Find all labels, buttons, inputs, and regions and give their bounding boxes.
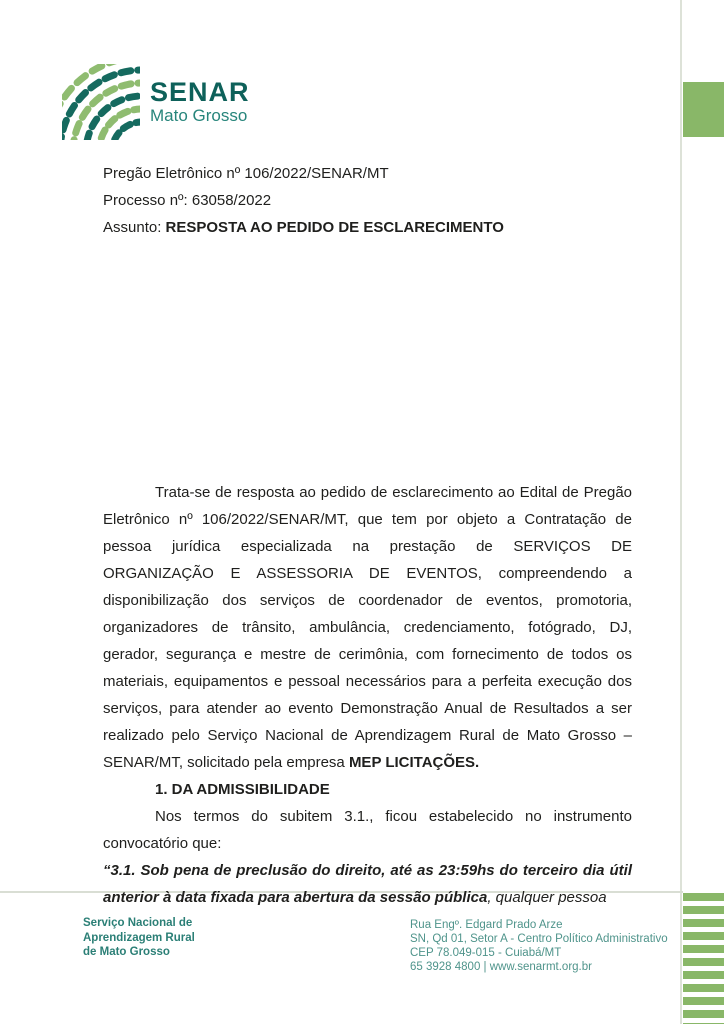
quote-paragraph bbox=[103, 857, 632, 911]
pregao-reference-line: Pregão Eletrônico nº 106/2022/SENAR/MT bbox=[103, 165, 389, 182]
document-body bbox=[103, 479, 632, 911]
logo-text bbox=[150, 78, 250, 126]
top-right-green-block bbox=[683, 82, 724, 137]
footer-address-sector: SN, Qd 01, Setor A - Centro Político Administrativo bbox=[410, 933, 668, 945]
footer-org-line: de Mato Grosso bbox=[83, 946, 170, 958]
logo-subtitle: Mato Grosso bbox=[150, 106, 248, 125]
footer-phone-website: 65 3928 4800 | www.senarmt.org.br bbox=[410, 961, 592, 973]
senar-wheat-arcs-icon bbox=[62, 64, 140, 140]
paragraph-1-text: Trata-se de resposta ao pedido de esclarecimento ao Edital de Pregão Eletrônico nº 106/2022/SENAR/MT, que tem por objeto a Contratação de pessoa jurídica especializada na prestação de SERVIÇOS DE ORGANIZAÇÃO E ASSESSORIA DE EVENTOS, compreendendo a disponibilização dos serviços de coordenador de eventos, promotoria, organizadores de trânsito, ambulância, credenciamento, fotógrado, DJ, gerador, segurança e mestre de cerimônia, com fornecimento de todos os materiais, equipamentos e pessoal necessários para a perfeita execução dos serviços, para atender ao evento Demonstração Anual de Resultados a ser realizado pelo Serviço Nacional de Aprendizagem Rural de Mato Grosso – SENAR/MT, solicitado pela empresa bbox=[103, 484, 632, 771]
body-paragraph-2: Nos termos do subitem 3.1., ficou estabelecido no instrumento convocatório que: bbox=[103, 808, 632, 852]
logo-title: SENAR bbox=[150, 77, 250, 107]
bottom-right-green-stripes bbox=[683, 893, 724, 1024]
body-paragraph-1 bbox=[103, 479, 632, 776]
paragraph-1-company-bold: MEP LICITAÇÕES. bbox=[348, 754, 480, 771]
quote-regular-tail: , qualquer pessoa bbox=[487, 889, 607, 906]
right-accent-line bbox=[680, 0, 682, 1024]
footer-org-line: Serviço Nacional de bbox=[83, 917, 193, 929]
subject-line bbox=[103, 214, 623, 241]
quote-bold-text: “3.1. Sob pena de preclusão do direito, até as 23:59hs do terceiro dia útil anterior à data fixada para abertura da sessão pública bbox=[103, 862, 632, 906]
footer-org-line: Aprendizagem Rural bbox=[83, 931, 195, 944]
footer-address-street: Rua Engº. Edgard Prado Arze bbox=[410, 919, 563, 931]
process-number-line: Processo nº: 63058/2022 bbox=[103, 192, 272, 209]
subject-label: Assunto: bbox=[103, 219, 166, 236]
senar-logo bbox=[62, 64, 250, 140]
footer-address-block bbox=[410, 918, 668, 974]
document-header bbox=[103, 160, 623, 241]
section-heading-admissibilidade: 1. DA ADMISSIBILIDADE bbox=[155, 781, 330, 798]
footer-address-cep: CEP 78.049-015 - Cuiabá/MT bbox=[410, 947, 562, 959]
footer-organization-name bbox=[83, 916, 195, 960]
subject-value: RESPOSTA AO PEDIDO DE ESCLARECIMENTO bbox=[165, 219, 504, 236]
